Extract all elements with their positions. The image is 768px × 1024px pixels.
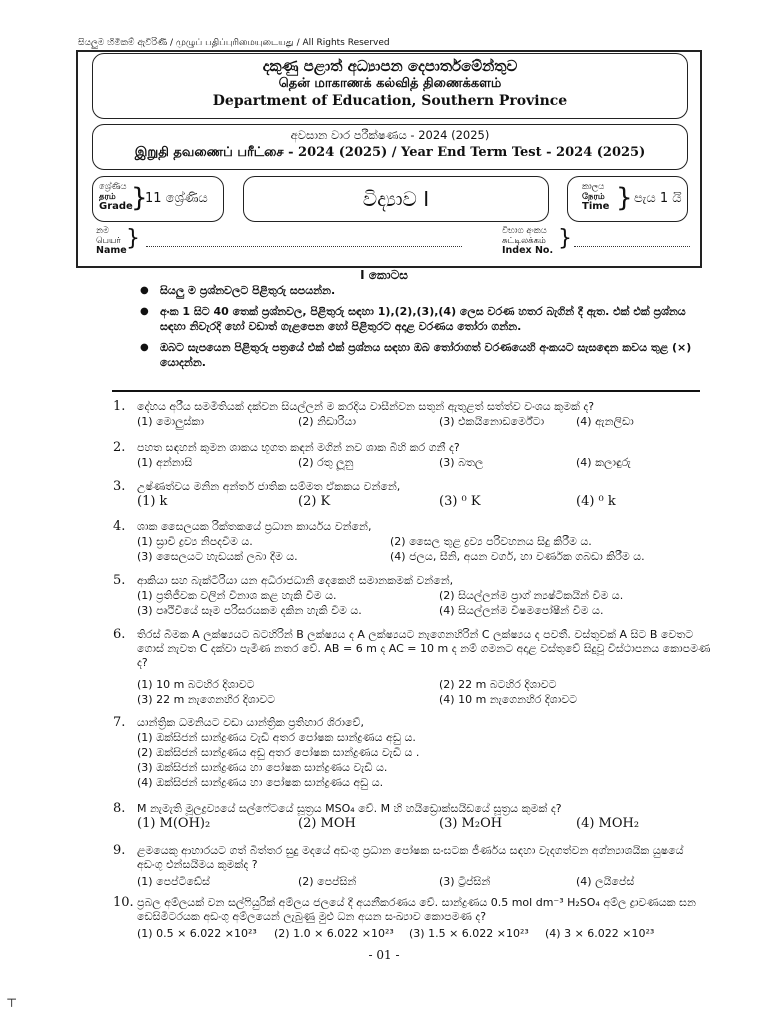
brace-icon: } [126, 226, 140, 251]
option-2: (2) 22 m බටහිර දිශාවට [439, 678, 557, 691]
exam-tamil-english: இறுதி தவணைப் பரீட்சை - 2024 (2025) / Year End Term Test - 2024 (2025) [134, 145, 646, 160]
option-4: (4) 3 × 6.022 ×10²³ [545, 927, 655, 940]
question-number: 5. [113, 573, 126, 588]
name-label-si: නම [96, 226, 110, 236]
time-value: පැය 1 යි [634, 191, 682, 206]
time-label-ta: நேரம் [582, 192, 605, 202]
name-label-en: Name [96, 245, 127, 256]
option-2: (2) පෙප්සින් [298, 875, 357, 888]
option-1: (1) පෙප්ටිඩේස් [137, 875, 210, 888]
instructions [140, 283, 700, 376]
option-2: (2) නිඩාරියා [298, 415, 356, 428]
option-3: (3) ඔක්සිජන් සාන්ද්‍රණය හා පෝෂක සාන්ද්‍රණය වැඩි ය. [137, 761, 388, 774]
option-2: (2) MOH [298, 816, 356, 831]
option-4: (4) 10 m නැගෙනහිර දිශාවට [439, 693, 578, 706]
question-text: ළමයෙකු ආහාරයට ගත් බිත්තර සුදු මදයේ අඩංගු ප්‍රධාන පෝෂක සංඝටක ජීර්ණය සඳහා වැදගත්වන අග්න්‍යාශයික යුෂයේ අඩංගු එන්සයිමය කුමක්ද ? [137, 844, 684, 871]
option-1: (1) ප්‍රතිජීවක වලින් විනාශ කළ හැකි වීම ය. [137, 589, 337, 602]
option-3: (3) ⁰ K [439, 494, 481, 509]
question-number: 1. [113, 399, 126, 414]
grade-box [92, 176, 224, 222]
question-number: 6. [113, 627, 126, 642]
question-text: යාන්ත්‍රික ධමනියට වඩා යාන්ත්‍රික ප්‍රතිහාර ශිරාවේ, [137, 716, 364, 729]
divider [112, 390, 700, 392]
question-text: ශාක සෛලයක රික්තකයේ ප්‍රධාන කාර්යය වන්නේ, [137, 520, 372, 533]
instruction-item: ● ඔබට සැපයෙන පිළිතුරු පත්‍රයේ එක් එක් ප්‍රශ්නය සඳහා ඔබ තෝරාගත් වරණයෙහි අංකයට සැසඳෙන කවය තුළ (×) යොදන්න. [140, 340, 700, 371]
brace-icon: } [616, 183, 633, 213]
option-1: (1) k [137, 494, 168, 509]
brace-icon: } [558, 226, 572, 251]
question-number: 8. [113, 801, 126, 816]
option-2: (2) ඔක්සිජන් සාන්ද්‍රණය අඩු අතර පෝෂක සාන්ද්‍රණය වැඩි ය . [137, 746, 420, 759]
option-1: (1) ඔක්සිජන් සාන්ද්‍රණය වැඩි අතර පෝෂක සාන්ද්‍රණය අඩු ය. [137, 731, 416, 744]
option-4: (4) ⁰ k [576, 494, 616, 509]
brace-icon: } [131, 183, 148, 213]
exam-sinhala: අවසාන වාර පරීක්ෂණය - 2024 (2025) [290, 128, 490, 142]
instruction-item: ● අංක 1 සිට 40 තෙක් ප්‍රශ්නවල, පිළිතුරු සඳහා 1),(2),(3),(4) ලෙස වරණ හතර බැගින් දී ඇත. එක් එක් ප්‍රශ්නය සඳහා නිවැරදි හෝ වඩාත් ගැළපෙන හෝ පිළිතුරට අදාළ වරණය තෝරා ගන්න. [140, 304, 700, 335]
question-number: 3. [113, 479, 126, 494]
index-label-en: Index No. [502, 245, 554, 256]
question-text: උෂ්ණත්වය මනින අන්තර් ජාතික සම්මත ඒකකය වන්නේ, [137, 480, 401, 493]
question-text: ආකියා සහ බැක්ටීරියා යන අධිරාජධානි දෙකෙහි සමානකමක් වන්නේ, [137, 574, 454, 587]
rights-reserved: සියලුම හිමිකම් ඇවිරිණි / முழுப் பதிப்புரிமையுடையது / All Rights Reserved [78, 38, 390, 48]
instruction-item: ● සියලු ම ප්‍රශ්නවලට පිළිතුරු සපයන්න. [140, 283, 700, 299]
exam-box [92, 124, 688, 170]
crop-mark-icon: ⊤ [6, 996, 18, 1010]
question-number: 10. [113, 895, 134, 910]
option-3: (3) පෘථිවියේ සෑම පරිසරයකම දකින හැකි වීම ය. [137, 604, 362, 617]
option-1: (1) අන්නාසි [137, 456, 193, 469]
department-box [92, 53, 688, 119]
option-1: (1) 0.5 × 6.022 ×10²³ [137, 927, 257, 940]
option-3: (3) 1.5 × 6.022 ×10²³ [409, 927, 529, 940]
option-4: (4) ඇනලිඩා [576, 415, 634, 428]
option-4: (4) ජලය, සීනි, අයන වර්ග, හා වර්ණක ගබඩා කිරීම ය. [390, 550, 645, 563]
option-3: (3) ට්‍රිප්සින් [439, 875, 491, 888]
option-2: (2) සෛල තුළ ද්‍රව්‍ය පරිවහනය සිදු කිරීම ය. [390, 535, 592, 548]
option-3: (3) M₂OH [439, 816, 503, 831]
page-number: - 01 - [368, 948, 400, 962]
subject-box [243, 176, 549, 222]
option-3: (3) බතල [439, 456, 484, 469]
question-text: දේහය අරීය සමමිතියක් දක්වන සියල්ලන් ම කරදිය වාසීන්වන සතුන් ඇතුළත් සත්ත්ව වංශය කුමක් ද? [137, 400, 595, 413]
question-text: ප්‍රබල අම්ලයක් වන සල්ෆියුරික් අම්ලය ජලයේ දී අයනීකරණය වේ. සාන්ද්‍රණය 0.5 mol dm⁻³ H₂SO₄ අම්ල ද්‍රාවණයක ඝන ඩෙසිමීටරයක අඩංගු අම්ලයෙන් ලැබුණු මුළු ධන අයන සංඛ්‍යාව කොපමණ ද? [137, 896, 696, 923]
option-2: (2) K [298, 494, 331, 509]
dept-english: Department of Education, Southern Province [212, 93, 568, 109]
question-text: පහත සඳහන් කුමන ශාකය භූගත කඳන් මගින් නව ශාක බිහි කර ගනී ද? [137, 441, 460, 454]
option-1: (1) මොලුස්කා [137, 415, 204, 428]
subject-title: විද්‍යාව I [362, 187, 430, 211]
dept-sinhala: දකුණු පළාත් අධ්‍යාපන දෙපාර්තමේන්තුව [262, 57, 518, 75]
question-number: 9. [113, 843, 126, 858]
grade-label-ta: தரம் [99, 192, 116, 202]
option-3: (3) සෛලයට හැඩයක් ලබා දීම ය. [137, 550, 298, 563]
option-2: (2) සියල්ලන්ම ප්‍රාග් න්‍යෂ්ටිකයින් වීම ය. [439, 589, 624, 602]
option-1: (1) M(OH)₂ [137, 816, 211, 831]
question-text: M නැමැති මූලද්‍රව්‍යයේ සල්ෆේටයේ සූත්‍රය MSO₄ වේ. M හි හයිඩ්‍රොක්සයිඩයේ සූත්‍රය කුමක් ද? [137, 802, 562, 815]
option-2: (2) රතු ලූනු [298, 456, 354, 469]
question-number: 2. [113, 440, 126, 455]
option-1: (1) ස්‍රාවී ද්‍රව්‍ය නිපදවීම ය. [137, 535, 253, 548]
index-label-ta: சுட்டிலக்கம் [502, 236, 546, 246]
question-number: 7. [113, 715, 126, 730]
option-3: (3) එකයිනොඩර්මේටා [439, 415, 545, 428]
grade-label-en: Grade [99, 201, 133, 212]
index-field[interactable] [574, 238, 690, 247]
question-text: තිරස් බිමක A ලක්ෂ්‍යයට බටහිරින් B ලක්ෂ්‍යය ද A ලක්ෂ්‍යයට නැගෙනහිරින් C ලක්ෂ්‍යය ද පවතී. වස්තුවක් A සිට B වෙතට ගොස් නැවත C දක්වා පැමිණ නතර වේ. AB = 6 m ද AC = 10 m ද නම් ගමනට අදාළ වස්තුවේ සිදුවූ විස්ථාපනය කොපමණ ද? [137, 628, 711, 669]
option-4: (4) ඔක්සිජන් සාන්ද්‍රණය හා පෝෂක සාන්ද්‍රණය අඩු ය. [137, 776, 384, 789]
part-title: I කොටස [360, 268, 408, 282]
time-box [567, 176, 688, 222]
option-1: (1) 10 m බටහිර දිශාවට [137, 678, 255, 691]
option-3: (3) 22 m නැගෙනහිර දිශාවට [137, 693, 276, 706]
time-label-si: කාලය [582, 182, 605, 192]
option-2: (2) 1.0 × 6.022 ×10²³ [274, 927, 394, 940]
grade-value: 11 ශ්‍රේණිය [145, 191, 208, 206]
name-field[interactable] [146, 238, 462, 247]
option-4: (4) ලයිපේස් [576, 875, 635, 888]
index-label-si: විභාග අංකය [502, 226, 547, 236]
option-4: (4) සියල්ලන්ම විෂමපෝෂීන් වීම ය. [439, 604, 604, 617]
option-4: (4) කලාඳුරු [576, 456, 631, 469]
time-label-en: Time [582, 201, 610, 212]
option-4: (4) MOH₂ [576, 816, 640, 831]
name-label-ta: பெயர் [96, 236, 121, 246]
dept-tamil: தென் மாகாணக் கல்வித் திணைக்களம் [278, 76, 502, 91]
grade-label-si: ශ්‍රේණිය [99, 182, 127, 192]
question-number: 4. [113, 519, 126, 534]
